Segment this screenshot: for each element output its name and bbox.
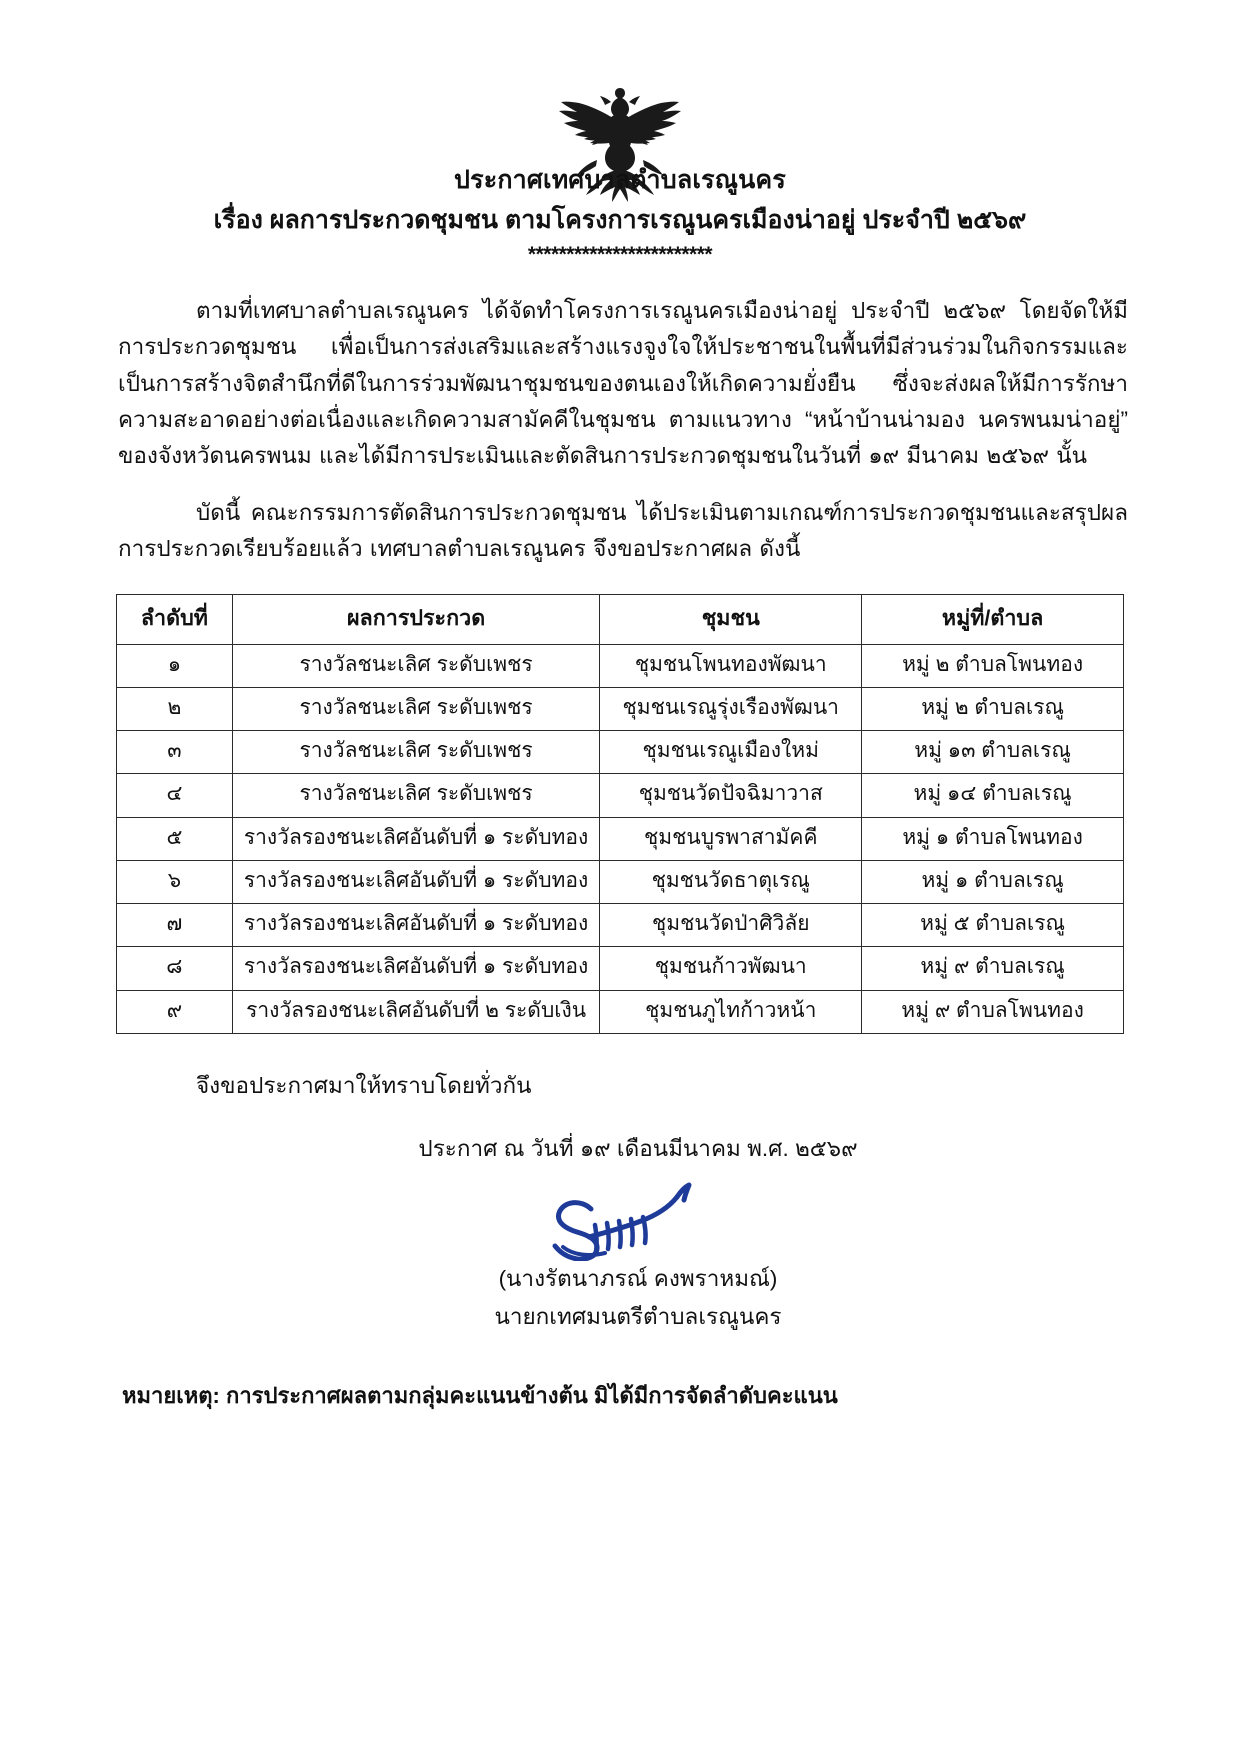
table-row [117,860,1124,903]
cell-rank: ๓ [117,731,233,774]
cell-result: รางวัลชนะเลิศ ระดับเพชร [232,644,600,687]
cell-rank: ๔ [117,774,233,817]
cell-village: หมู่ ๙ ตำบลโพนทอง [862,990,1124,1033]
cell-village: หมู่ ๑๓ ตำบลเรณู [862,731,1124,774]
title-block [0,164,1240,267]
page-title: ประกาศเทศบาลตำบลเรณูนคร [454,166,786,194]
column-header-community: ชุมชน [600,594,862,644]
cell-rank: ๗ [117,904,233,947]
cell-village: หมู่ ๑ ตำบลโพนทอง [862,817,1124,860]
cell-result: รางวัลรองชนะเลิศอันดับที่ ๑ ระดับทอง [232,817,600,860]
cell-community: ชุมชนวัดป่าศิวิลัย [600,904,862,947]
cell-result: รางวัลชนะเลิศ ระดับเพชร [232,731,600,774]
table-row [117,731,1124,774]
cell-rank: ๖ [117,860,233,903]
body-text [118,293,1128,568]
results-table-container [116,594,1124,1034]
cell-village: หมู่ ๑ ตำบลเรณู [862,860,1124,903]
cell-rank: ๕ [117,817,233,860]
table-row [117,644,1124,687]
cell-rank: ๑ [117,644,233,687]
cell-community: ชุมชนวัดปัจฉิมาวาส [600,774,862,817]
cell-community: ชุมชนบูรพาสามัคคี [600,817,862,860]
column-header-rank: ลำดับที่ [117,594,233,644]
cell-rank: ๒ [117,687,233,730]
document-subject: เรื่อง ผลการประกวดชุมชน ตามโครงการเรณูนครเมืองน่าอยู่ ประจำปี ๒๕๖๙ [213,205,1027,234]
table-row [117,904,1124,947]
cell-community: ชุมชนเรณูเมืองใหม่ [600,731,862,774]
cell-result: รางวัลชนะเลิศ ระดับเพชร [232,687,600,730]
column-header-village: หมู่ที่/ตำบล [862,594,1124,644]
signature-block [118,1180,1128,1334]
announcement-line: จึงขอประกาศมาให้ทราบโดยทั่วกัน [196,1072,532,1098]
star-divider: ************************ [527,242,713,266]
cell-community: ชุมชนก้าวพัฒนา [600,947,862,990]
table-row [117,947,1124,990]
table-row [117,990,1124,1033]
cell-village: หมู่ ๒ ตำบลเรณู [862,687,1124,730]
table-row [117,687,1124,730]
cell-rank: ๘ [117,947,233,990]
closing-section [118,1068,1128,1334]
cell-result: รางวัลรองชนะเลิศอันดับที่ ๑ ระดับทอง [232,947,600,990]
cell-result: รางวัลรองชนะเลิศอันดับที่ ๒ ระดับเงิน [232,990,600,1033]
cell-result: รางวัลรองชนะเลิศอันดับที่ ๑ ระดับทอง [232,904,600,947]
cell-rank: ๙ [117,990,233,1033]
results-table [116,594,1124,1034]
paragraph-1: ตามที่เทศบาลตำบลเรณูนคร ได้จัดทำโครงการเรณูนครเมืองน่าอยู่ ประจำปี ๒๕๖๙ โดยจัดให้มีการประกวดชุมชน เพื่อเป็นการส่งเสริมและสร้างแรงจูงใจให้ประชาชนในพื้นที่มีส่วนร่วมในกิจกรรมและเป็นการสร้างจิตสำนึกที่ดีในการร่วมพัฒนาชุมชนของตนเองให้เกิดความยั่งยืน ซึ่งจะส่งผลให้มีการรักษาความสะอาดอย่างต่อเนื่องและเกิดความสามัคคีในชุมชน ตามแนวทาง “หน้าบ้านน่ามอง นครพนมน่าอยู่” ของจังหวัดนครพนม และได้มีการประเมินและตัดสินการประกวดชุมชนในวันที่ ๑๙ มีนาคม ๒๕๖๙ นั้น [118,297,1128,469]
cell-village: หมู่ ๑๔ ตำบลเรณู [862,774,1124,817]
paragraph-2: บัดนี้ คณะกรรมการตัดสินการประกวดชุมชน ได้ประเมินตามเกณฑ์การประกวดชุมชนและสรุปผลการประกวดเรียบร้อยแล้ว เทศบาลตำบลเรณูนคร จึงขอประกาศผล ดังนี้ [118,499,1128,562]
cell-result: รางวัลชนะเลิศ ระดับเพชร [232,774,600,817]
cell-village: หมู่ ๒ ตำบลโพนทอง [862,644,1124,687]
signature-image [148,1180,1128,1262]
cell-community: ชุมชนภูไทก้าวหน้า [600,990,862,1033]
emblem-container [0,0,1240,150]
cell-community: ชุมชนวัดธาตุเรณู [600,860,862,903]
table-row [117,817,1124,860]
signer-position: นายกเทศมนตรีตำบลเรณูนคร [494,1303,782,1329]
cell-result: รางวัลรองชนะเลิศอันดับที่ ๑ ระดับทอง [232,860,600,903]
results-table-body [117,644,1124,1033]
date-line: ประกาศ ณ วันที่ ๑๙ เดือนมีนาคม พ.ศ. ๒๕๖๙ [418,1135,858,1161]
cell-village: หมู่ ๙ ตำบลเรณู [862,947,1124,990]
signer-name: (นางรัตนาภรณ์ คงพราหมณ์) [498,1265,778,1291]
cell-community: ชุมชนโพนทองพัฒนา [600,644,862,687]
column-header-result: ผลการประกวด [232,594,600,644]
footnote: หมายเหตุ: การประกาศผลตามกลุ่มคะแนนข้างต้น มิได้มีการจัดลำดับคะแนน [122,1383,838,1409]
table-row [117,774,1124,817]
cell-village: หมู่ ๕ ตำบลเรณู [862,904,1124,947]
table-header-row [117,594,1124,644]
cell-community: ชุมชนเรณูรุ่งเรืองพัฒนา [600,687,862,730]
